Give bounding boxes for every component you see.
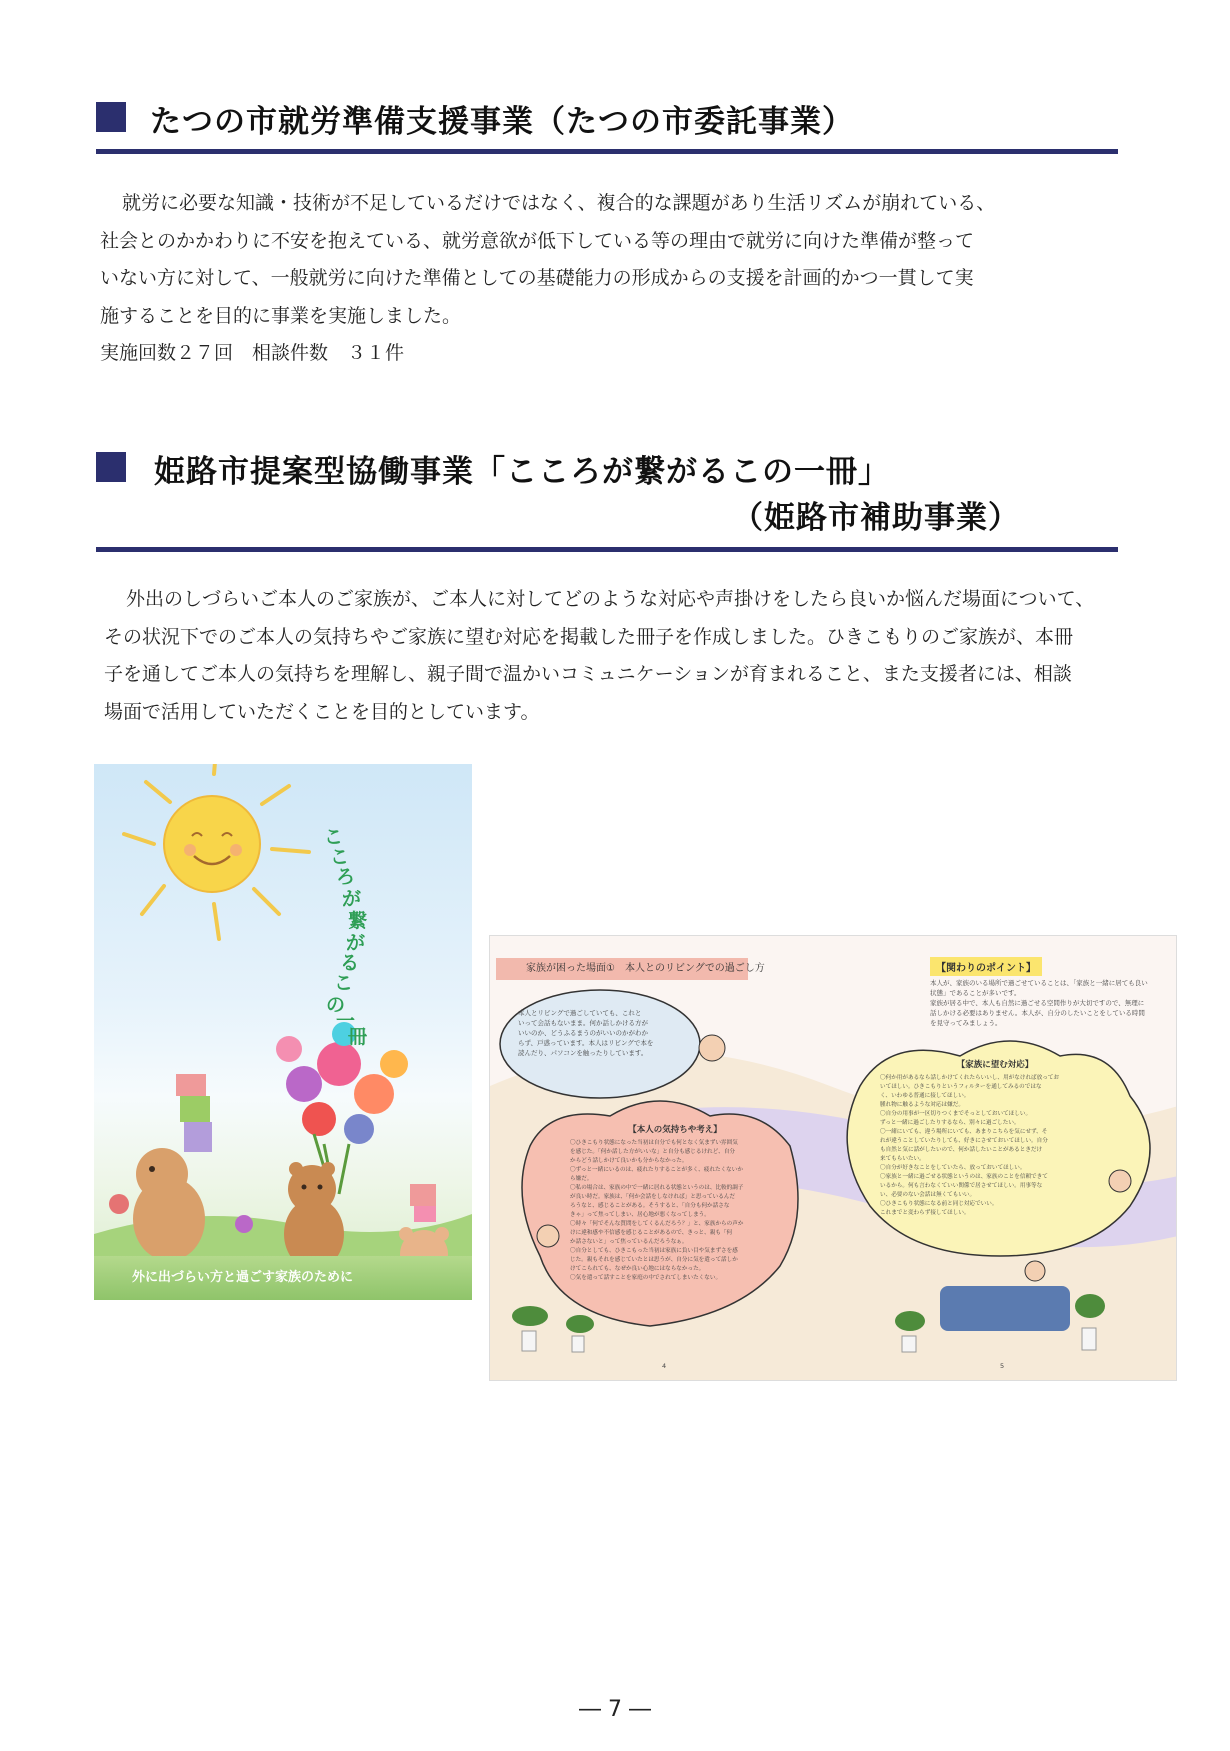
cover-illustration (94, 764, 472, 1300)
spread-point-title: 【関わりのポイント】 (930, 957, 1042, 976)
spread-cloud-body (880, 1074, 1059, 1218)
booklet-cover-image (94, 764, 472, 1300)
heart-line: じた。親もそれを感じていたとは思うが、自分に気を遣って話しか (570, 1257, 738, 1263)
cloud-line: いるから。何も言わなくていい関係で居させてほしい。用事等な (880, 1183, 1043, 1189)
cover-title-char: が (346, 932, 366, 954)
cover-title-char: こ (324, 826, 344, 848)
cover-title-char: こ (334, 972, 354, 994)
cover-title-char: が (342, 888, 362, 910)
heart-line: けてこられても、なぜか良い心地にはならなかった。 (570, 1266, 705, 1272)
heart-line: 〇気を遣って話すことを家庭の中でされてしまいたくない。 (570, 1275, 722, 1281)
heart-line: が良い時だ。家族は、「何か会話をしなければ」と思っているんだ (570, 1194, 736, 1200)
spread-point-line: を見守ってみましょう。 (930, 1019, 1002, 1027)
heart-line: 〇自分としても、ひきこもった当初は家族に負い目や気まずさを感 (570, 1248, 738, 1254)
section1-line: 就労に必要な知識・技術が不足しているだけではなく、複合的な課題があり生活リズムが崩れている、 (122, 192, 996, 214)
adult-face-icon (1109, 1170, 1131, 1192)
section1-underline (96, 149, 1118, 154)
cloud-line: 〇何か用があるなら話しかけてくれたらいいし、用がなければ放ってお (880, 1075, 1060, 1081)
cover-title-char: こ (330, 846, 350, 868)
cloud-line: 〇一緒にいても、違う場所にいても、あまりこちらを気にせず、そ (880, 1129, 1048, 1135)
spread-point-line: 状態」であることが多いです。 (930, 989, 1021, 997)
heart-line: か話さないと」って焦っているんだろうなぁ。 (570, 1239, 688, 1245)
heart-line: ら嫌だ。 (570, 1176, 593, 1182)
cloud-line: 〇ひきこもり状態になる前と同じ対応でいい。 (880, 1201, 998, 1207)
section-marker-square (96, 102, 126, 132)
bubble-line: 本人とリビングで過ごしていても、これと (518, 1009, 642, 1017)
cloud-line: れが違うことしていたりしても、好きにさせておいてほしい。自分 (880, 1138, 1048, 1144)
cover-title-char: 冊 (348, 1026, 368, 1048)
spread-page-left: 4 (662, 1362, 667, 1370)
cloud-title: 【家族に望む対応】 (956, 1060, 1034, 1070)
section-marker-square (96, 452, 126, 482)
cloud-line: 〇家族と一緒に過ごせる状態というのは、家族のことを信頼できて (880, 1174, 1048, 1180)
section1-title: たつの市就労準備支援事業（たつの市委託事業） (150, 104, 854, 140)
cover-title-char: る (340, 952, 360, 974)
spread-family-bubble-text (518, 1008, 653, 1058)
heart-line: 〇時々「何でそんな質問をしてくるんだろう？」と、家族からの声か (570, 1221, 744, 1227)
section2-title-line2: （姫路市補助事業） (732, 500, 1020, 536)
cloud-line: も自然と気に話がしたいので、何か話したいことがあるときだけ (880, 1147, 1043, 1153)
spread-point-line: 本人が、家族のいる場所で過ごせていることは、「家族と一緒に居ても良い (930, 979, 1148, 987)
spread-point-line: 家族が居る中で、本人も自然に過ごせる空間作りが大切ですので、無理に (930, 999, 1145, 1007)
cloud-line: 来てもらいたい。 (880, 1156, 925, 1162)
spread-point-body (930, 978, 1148, 1028)
cover-title-char: ろ (336, 866, 356, 888)
section2-body (104, 581, 1114, 731)
heart-line: 〇ずっと一緒にいるのは、疲れたりすることが多く、疲れたくないか (570, 1167, 743, 1173)
section1-line: 施することを目的に事業を実施しました。 (100, 304, 462, 327)
section2-underline (96, 547, 1118, 552)
cloud-line: 〇自分が好きなことをしていたら、放っておいてほしい。 (880, 1165, 1026, 1171)
section2-line: 外出のしづらいご本人のご家族が、ご本人に対してどのような対応や声掛けをしたら良いか悩んだ場面について、 (126, 588, 1095, 610)
heart-line: ろうなと、感じることがある。そうすると、「自分も何か話さな (570, 1203, 730, 1209)
section2-header (96, 446, 1118, 556)
cover-title-char: 一 (336, 1010, 356, 1032)
section1-stats: 実施回数２７回 相談件数 ３１件 (100, 342, 405, 364)
child-face-icon (537, 1225, 559, 1247)
sofa-icon (940, 1286, 1070, 1331)
spread-heart-text (570, 1123, 780, 1135)
spread-page-right: 5 (1000, 1362, 1005, 1370)
heart-title: 【本人の気持ちや考え】 (628, 1125, 722, 1135)
cloud-line: く、いわゆる普通に接してほしい。 (880, 1093, 970, 1099)
heart-line: を感じた。「何か話した方がいいな」と自分も感じるけれど、自分 (570, 1149, 736, 1155)
bear-character-icon (284, 1162, 344, 1270)
cloud-line: い、必要のない会話は無くてもいい。 (880, 1192, 976, 1198)
cover-vertical-title (322, 822, 382, 1052)
sun-icon (124, 764, 309, 939)
page-number: ― 7 ― (579, 1697, 651, 1722)
cloud-line: 〇自分の用事が一区切りつくまでそっとしておいてほしい。 (880, 1111, 1032, 1117)
capybara-character-icon (133, 1074, 212, 1261)
heart-line: 〇ひきこもり状態になった当初は自分でも何となく気まずい雰囲気 (570, 1140, 738, 1146)
spread-point-line: 話しかける必要はありません。本人が、自分のしたいことをしている時間 (930, 1009, 1145, 1017)
section1-header (96, 96, 1118, 156)
cloud-line: いてほしい。ひきこもりというフィルターを通してみるのではな (880, 1084, 1042, 1090)
cover-title-char: 繋 (348, 910, 368, 932)
heart-line: 〇私の場合は、家族の中で一緒に居れる状態というのは、比較的調子 (570, 1185, 744, 1191)
spread-cloud-text (880, 1058, 1110, 1070)
heart-line: きゃ」って焦ってしまい、居心地が悪くなってしまう。 (570, 1212, 710, 1218)
section1-line: 社会とのかかわりに不安を抱えている、就労意欲が低下している等の理由で就労に向けた準備が整って (100, 229, 975, 252)
cover-title-char: の (326, 994, 346, 1016)
cover-banner: 外に出づらい方と過ごす家族のために (94, 1256, 472, 1300)
cloud-line: ずっと一緒に過ごしたりするなら、別々に過ごしたい。 (880, 1120, 1020, 1126)
spread-scene-tag: 家族が困った場面① 本人とのリビングでの過ごし方 (496, 958, 748, 980)
cloud-line: 腫れ物に触るような対応は嫌だ。 (880, 1102, 964, 1108)
section2-title-line1: 姫路市提案型協働事業「こころが繋がるこの一冊」 (154, 454, 890, 490)
heart-line: からどう話しかけて良いかも分からなかった。 (570, 1158, 688, 1164)
section2-line: その状況下でのご本人の気持ちやご家族に望む対応を掲載した冊子を作成しました。ひきこもりのご家族が、本冊 (104, 625, 1074, 648)
mother-face-icon (699, 1035, 725, 1061)
bubble-line: 読んだり、パソコンを触ったりしています。 (518, 1049, 648, 1057)
bubble-line: いって会話もないまま。何か話しかける方が (518, 1019, 648, 1027)
cloud-line: これまでと変わらず接してほしい。 (880, 1210, 970, 1216)
section1-body (100, 185, 1110, 373)
booklet-spread-image (489, 935, 1177, 1381)
bubble-line: いいのか、どうふるまうのがいいのかがわか (518, 1029, 648, 1037)
spread-heart-body (570, 1139, 743, 1283)
bubble-line: らず、戸惑っています。本人はリビングで本を (518, 1039, 654, 1047)
section2-line: 場面で活用していただくことを目的としています。 (104, 700, 540, 723)
heart-line: けに違和感や不信感を感じることがあるので、きっと、親も「何 (570, 1230, 733, 1236)
section2-line: 子を通してご本人の気持ちを理解し、親子間で温かいコミュニケーションが育まれること、また支援者には、相談 (104, 663, 1072, 685)
section1-line: いない方に対して、一般就労に向けた準備としての基礎能力の形成からの支援を計画的かつ一貫して実 (100, 267, 974, 289)
